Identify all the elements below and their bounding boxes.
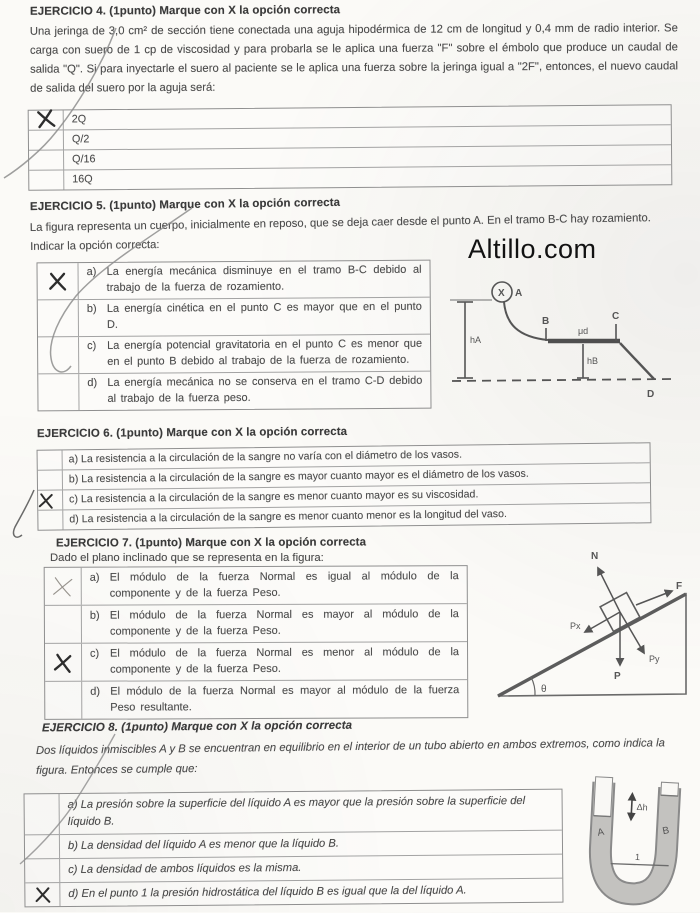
option-text: b) El módulo de la fuerza Normal es mayor al módulo de la componente y de la fuerza Peso. <box>89 608 459 638</box>
option-text: b) La energía cinética en el punto C es mayor que en el punto D. <box>86 300 422 331</box>
label-friction: μd <box>578 326 589 336</box>
option-checkbox[interactable] <box>29 130 64 149</box>
option-checkbox[interactable] <box>38 374 79 410</box>
option-row <box>45 566 467 606</box>
option-text: a) El módulo de la fuerza Normal es igual al módulo de la componente y de la fuerza Peso. <box>89 570 459 600</box>
option-text: 16Q <box>72 173 93 186</box>
option-row <box>38 298 430 338</box>
option-text: b) La resistencia a la circulación de la sangre es mayor cuanto mayor es el diámetro de los vasos. <box>68 467 529 486</box>
exercise6-options-table <box>37 442 652 530</box>
option-text: 2Q <box>71 113 87 126</box>
option-row <box>45 680 467 719</box>
option-checkbox[interactable] <box>29 110 64 129</box>
label-point-b: B <box>542 316 550 327</box>
label-applied-force: F <box>676 581 683 592</box>
option-checkbox[interactable] <box>45 568 82 605</box>
option-checkbox[interactable] <box>45 682 82 719</box>
option-text: c) La resistencia a la circulación de la sangre es menor cuanto mayor es su viscosidad. <box>69 488 479 506</box>
label-start: X <box>498 288 505 299</box>
x-mark-icon <box>37 491 56 510</box>
option-row <box>37 261 429 301</box>
exercise4-body: Una jeringa de 3,0 cm² de sección tiene conectada una aguja hipodérmica de 12 cm de longitud y 0,4 mm de radio interior. Se carga con suero de 1 cp de viscosidad y para probarla se le aplica una fuerza "F" sobre el émbolo que produce un caudal de salida "Q". Si para inyectarle el suero al paciente se le aplica una fuerza sobre la jeringa igual a "2F", entonces, el nuevo caudal de salida del suero por la aguja será: <box>29 22 679 95</box>
option-checkbox[interactable] <box>38 337 79 373</box>
option-letter: a) <box>86 265 97 279</box>
exercise7-figure <box>486 545 698 703</box>
option-letter: c) <box>69 493 79 506</box>
option-checkbox[interactable] <box>29 150 64 169</box>
option-checkbox[interactable] <box>38 450 63 469</box>
option-letter: b) <box>68 473 79 486</box>
option-letter: d) <box>87 376 98 390</box>
option-letter: a) <box>89 571 100 584</box>
option-row <box>38 335 430 375</box>
option-text: c) La densidad de ambos líquidos es la misma. <box>68 861 302 876</box>
option-letter: d) <box>69 513 79 526</box>
label-height-a: hA <box>470 335 482 345</box>
exercise7-body: Dado el plano inclinado que se representa en la figura: <box>50 552 324 564</box>
exercise8-body: Dos líquidos inmiscibles A y B se encuentran en equilibrio en el interior de un tubo abierto en ambos extremos, como indica la figura. Entonces se cumple que: <box>35 737 665 777</box>
x-mark-icon <box>33 106 58 131</box>
exercise5-figure <box>444 264 696 410</box>
option-checkbox[interactable] <box>37 263 78 299</box>
label-point-c: C <box>612 311 620 322</box>
exercise8-figure <box>570 765 700 913</box>
option-checkbox[interactable] <box>25 883 60 906</box>
option-row <box>25 790 562 836</box>
option-letter: b) <box>89 609 100 622</box>
watermark: Altillo.com <box>468 234 597 264</box>
option-letter: c) <box>90 647 100 660</box>
option-text: a) La energía mecánica disminuye en el tramo B-C debido al trabajo de la fuerza de rozamiento. <box>86 263 422 294</box>
exercise8-heading: EJERCICIO 8. (1punto) Marque con X la opción correcta <box>41 719 353 735</box>
option-text: b) La densidad del líquido A es menor que la líquido B. <box>67 837 339 852</box>
exercise4-heading: EJERCICIO 4. (1punto) Marque con X la opción correcta <box>29 4 341 18</box>
option-letter: b) <box>67 839 78 852</box>
x-mark-icon <box>51 650 75 674</box>
option-checkbox[interactable] <box>29 170 64 189</box>
x-mark-icon <box>51 574 75 598</box>
option-letter: a) <box>67 798 78 811</box>
option-checkbox[interactable] <box>38 510 63 529</box>
exercise5-heading: EJERCICIO 5. (1punto) Marque con X la opción correcta <box>29 196 341 214</box>
option-text: c) El módulo de la fuerza Normal es menor al módulo de la componente y de la fuerza Peso. <box>90 646 460 676</box>
label-liquid-a: A <box>596 826 606 839</box>
pen-stroke <box>14 490 34 537</box>
option-text: Q/2 <box>71 133 90 146</box>
exercise7-options-table <box>44 565 469 720</box>
exercise6-heading: EJERCICIO 6. (1punto) Marque con X la opción correcta <box>36 425 348 441</box>
label-delta-h: Δh <box>636 801 648 813</box>
option-row <box>45 604 467 644</box>
option-text: d) En el punto 1 la presión hidrostática del líquido B es igual que la del líquido A. <box>68 884 467 900</box>
option-text: Q/16 <box>72 153 96 166</box>
label-point-1: 1 <box>634 851 641 863</box>
label-point-d: D <box>647 389 655 400</box>
option-text: d) La energía mecánica no se conserva en el tramo C-D debido al trabajo de la fuerza peso. <box>87 374 423 405</box>
option-row <box>45 642 467 682</box>
option-checkbox[interactable] <box>38 470 63 489</box>
exercise4-options-table <box>28 104 673 191</box>
option-text: d) La resistencia a la circulación de la sangre es menor cuanto menor es la longitud del vaso. <box>69 508 507 526</box>
option-checkbox[interactable] <box>25 835 60 858</box>
label-height-b: hB <box>587 356 599 366</box>
option-text: a) La presión sobre la superficie del líquido A es mayor que la presión sobre la superficie del líquido B. <box>67 794 526 828</box>
option-letter: d) <box>90 685 101 698</box>
exercise5-body: La figura representa un cuerpo, inicialmente en reposo, que se deja caer desde el punto A. En el tramo B-C hay rozamiento. Indicar la opción correcta: <box>29 212 651 253</box>
label-weight-x: Px <box>570 621 581 631</box>
label-point-a: A <box>515 288 523 299</box>
option-letter: c) <box>68 863 78 876</box>
option-text: c) La energía potencial gravitatoria en el punto C es menor que en el punto B debido al trabajo de la fuerza de rozamiento. <box>87 337 423 368</box>
option-text: a) La resistencia a la circulación de la sangre no varía con el diámetro de los vasos. <box>68 448 463 466</box>
label-weight: P <box>614 671 621 682</box>
option-checkbox[interactable] <box>45 644 82 681</box>
option-letter: c) <box>87 339 97 353</box>
option-letter: d) <box>68 887 79 900</box>
exercise8-options-table <box>24 789 564 908</box>
label-normal-force: N <box>591 551 599 562</box>
option-checkbox[interactable] <box>38 490 63 509</box>
label-liquid-b: B <box>661 825 671 838</box>
option-checkbox[interactable] <box>25 794 60 834</box>
option-row <box>25 879 562 907</box>
label-weight-y: Py <box>649 654 660 664</box>
option-letter: a) <box>68 453 79 466</box>
exercise7-heading: EJERCICIO 7. (1punto) Marque con X la opción correcta <box>55 536 367 550</box>
option-checkbox[interactable] <box>45 606 82 643</box>
x-mark-icon <box>33 885 52 904</box>
exercise5-options-table <box>36 260 431 412</box>
x-mark-icon <box>47 270 69 292</box>
option-checkbox[interactable] <box>38 300 79 336</box>
option-letter: b) <box>86 302 97 316</box>
option-text: d) El módulo de la fuerza Normal es mayor al módulo de la fuerza Peso resultante. <box>90 684 460 714</box>
option-checkbox[interactable] <box>25 859 60 882</box>
option-row <box>38 372 430 411</box>
label-theta: θ <box>541 684 547 695</box>
